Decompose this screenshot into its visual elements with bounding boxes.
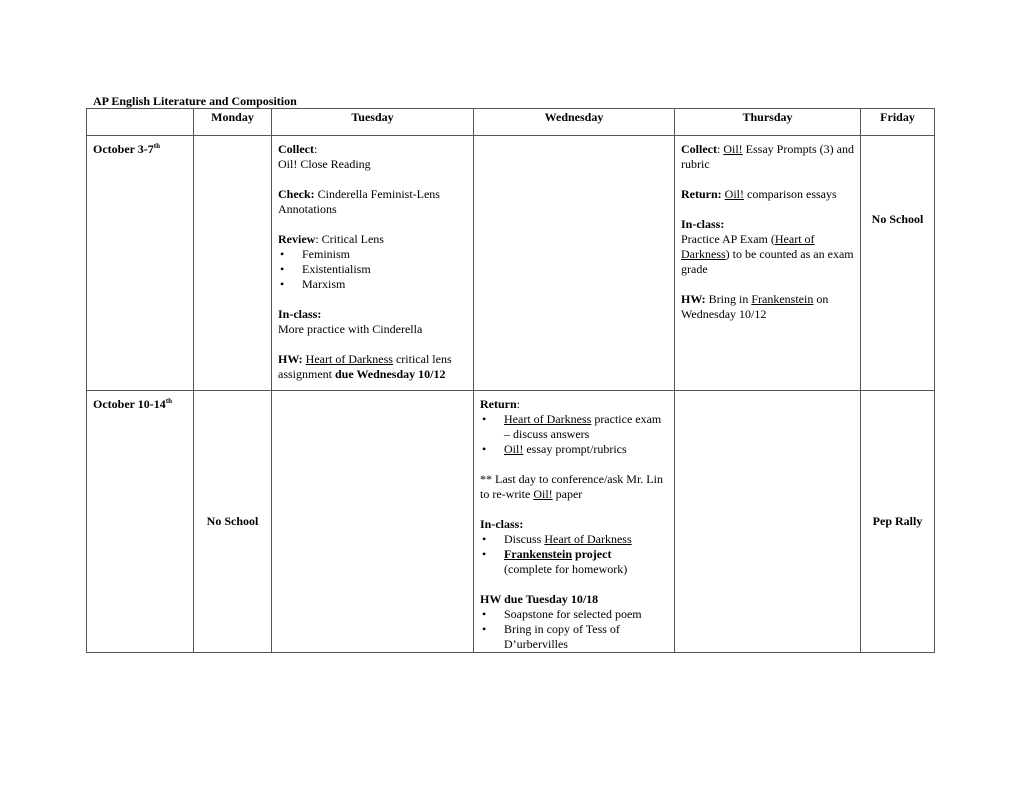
header-thursday: Thursday — [675, 109, 861, 136]
week2-label: October 10-14th — [93, 397, 172, 411]
week2-tuesday — [272, 391, 474, 653]
week1-row — [87, 136, 935, 391]
list-item: • Marxism — [278, 277, 467, 292]
week2-label-cell — [87, 391, 194, 653]
schedule-table — [86, 108, 935, 653]
header-friday: Friday — [861, 109, 935, 136]
header-monday: Monday — [194, 109, 272, 136]
hw-list — [480, 607, 668, 652]
header-week — [87, 109, 194, 136]
list-item: • Soapstone for selected poem — [480, 607, 668, 622]
week1-label: October 3-7th — [93, 142, 160, 156]
review-list — [278, 247, 467, 292]
document-title: AP English Literature and Composition — [93, 94, 297, 108]
week1-wednesday — [474, 136, 675, 391]
header-wednesday: Wednesday — [474, 109, 675, 136]
week2-row — [87, 391, 935, 653]
week1-tuesday: Collect: Oil! Close Reading Check: Cinderella Feminist-Lens Annotations Review: Critical Lens • Feminism • Existentialism • Marxism In-class: More practice with Cinderella HW: Heart of Darkness critical lens assignment due Wednesday 10/12 — [272, 136, 474, 391]
week2-monday — [194, 391, 272, 653]
header-tuesday: Tuesday — [272, 109, 474, 136]
list-item: • Feminism — [278, 247, 467, 262]
week1-friday — [861, 136, 935, 391]
week2-wednesday: Return: • Heart of Darkness practice exam – discuss answers • Oil! essay prompt/rubrics ** Last day to conference/ask Mr. Lin to re-write Oil! paper In-class: • Discuss Heart of Darkness • Frankenstein project (complete for homework) HW due Tuesday 10/18 • Soapstone for selected poem • Bring in copy of Tess of D’urbervilles — [474, 391, 675, 653]
header-row — [87, 109, 935, 136]
pep-rally-label: Pep Rally — [872, 514, 923, 528]
week1-monday — [194, 136, 272, 391]
week2-thursday — [675, 391, 861, 653]
week1-label-cell — [87, 136, 194, 391]
list-item: • Discuss Heart of Darkness — [480, 532, 668, 547]
list-item: • Frankenstein project (complete for homework) — [480, 547, 668, 577]
list-item: • Existentialism — [278, 262, 467, 277]
week1-thursday: Collect: Oil! Essay Prompts (3) and rubric Return: Oil! comparison essays In-class: Practice AP Exam (Heart of Darkness) to be counted as an exam grade HW: Bring in Frankenstein on Wednesday 10/12 — [675, 136, 861, 391]
list-item: • Oil! essay prompt/rubrics — [480, 442, 668, 457]
no-school-label: No School — [206, 514, 259, 528]
list-item: • Bring in copy of Tess of D’urbervilles — [480, 622, 668, 652]
no-school-label: No School — [871, 212, 924, 226]
list-item: • Heart of Darkness practice exam – discuss answers — [480, 412, 668, 442]
return-list — [480, 412, 668, 457]
week2-friday — [861, 391, 935, 653]
inclass-list — [480, 532, 668, 577]
